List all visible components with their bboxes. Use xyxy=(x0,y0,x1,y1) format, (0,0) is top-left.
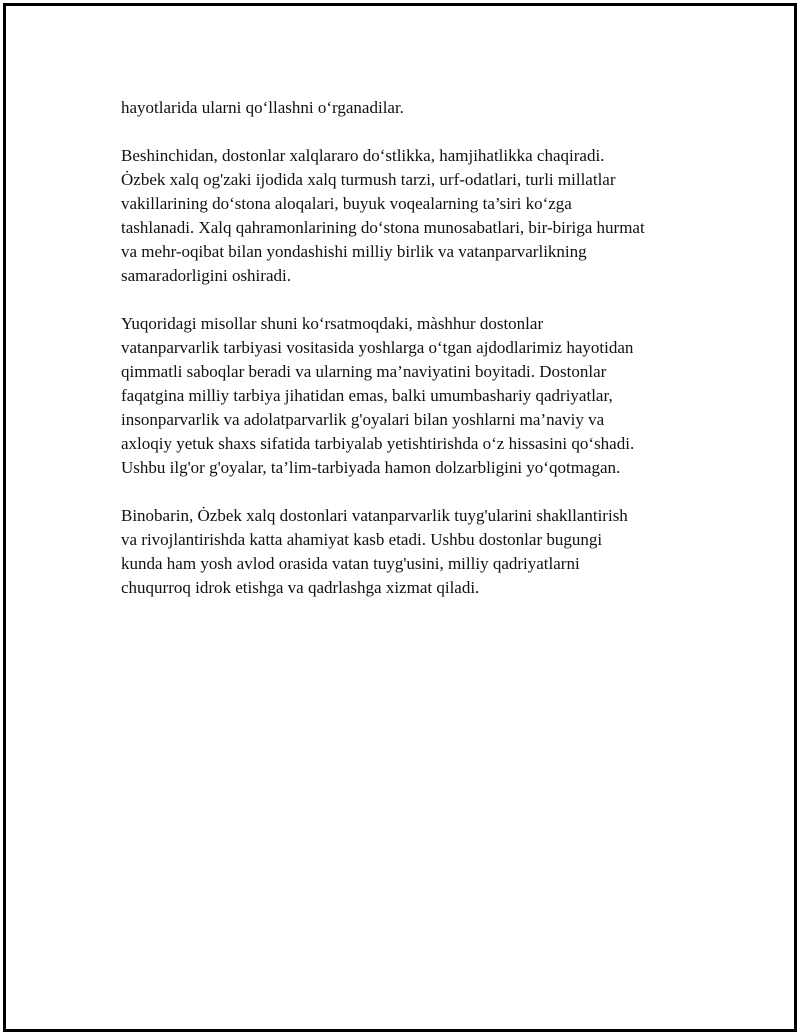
text-line: va rivojlantirishda katta ahamiyat kasb etadi. Ushbu dostonlar bugungi xyxy=(121,530,603,549)
paragraph-continuation xyxy=(121,96,701,120)
text-line: vakillarining do‘stona aloqalari, buyuk voqealarning ta’siri ko‘zga xyxy=(121,194,572,213)
page-border xyxy=(3,3,797,1032)
text-line: chuqurroq idrok etishga va qadrlashga xizmat qiladi. xyxy=(121,578,480,597)
paragraph-examples-summary xyxy=(121,312,701,480)
paragraph-conclusion xyxy=(121,504,701,600)
text-line: va mehr-oqibat bilan yondashishi milliy birlik va vatanparvarlikning xyxy=(121,242,587,261)
text-line: tashlanadi. Xalq qahramonlarining do‘stona munosabatlari, bir-biriga hurmat xyxy=(121,218,645,237)
text-line: vatanparvarlik tarbiyasi vositasida yoshlarga o‘tgan ajdodlarimiz hayotidan xyxy=(121,338,634,357)
text-line: Ushbu ilg'or g'oyalar, ta’lim-tarbiyada hamon dolzarbligini yo‘qotmagan. xyxy=(121,458,621,477)
text-line: kunda ham yosh avlod orasida vatan tuyg'usini, milliy qadriyatlarni xyxy=(121,554,580,573)
text-line: Beshinchidan, dostonlar xalqlararo do‘stlikka, hamjihatlikka chaqiradi. xyxy=(121,146,605,165)
text-line: axloqiy yetuk shaxs sifatida tarbiyalab yetishtirishda o‘z hissasini qo‘shadi. xyxy=(121,434,635,453)
paragraph-fifth-point xyxy=(121,144,701,288)
document-body xyxy=(121,96,701,624)
text-line: hayotlarida ularni qo‘llashni o‘rganadilar. xyxy=(121,98,404,117)
text-line: samaradorligini oshiradi. xyxy=(121,266,291,285)
text-line: insonparvarlik va adolatparvarlik g'oyalari bilan yoshlarni ma’naviy va xyxy=(121,410,605,429)
text-line: Yuqoridagi misollar shuni ko‘rsatmoqdaki, màshhur dostonlar xyxy=(121,314,544,333)
text-line: Ȯzbek xalq og'zaki ijodida xalq turmush tarzi, urf-odatlari, turli millatlar xyxy=(121,170,616,189)
text-line: qimmatli saboqlar beradi va ularning ma’naviyatini boyitadi. Dostonlar xyxy=(121,362,607,381)
text-line: Binobarin, Ȯzbek xalq dostonlari vatanparvarlik tuyg'ularini shakllantirish xyxy=(121,506,628,525)
text-line: faqatgina milliy tarbiya jihatidan emas, balki umumbashariy qadriyatlar, xyxy=(121,386,613,405)
